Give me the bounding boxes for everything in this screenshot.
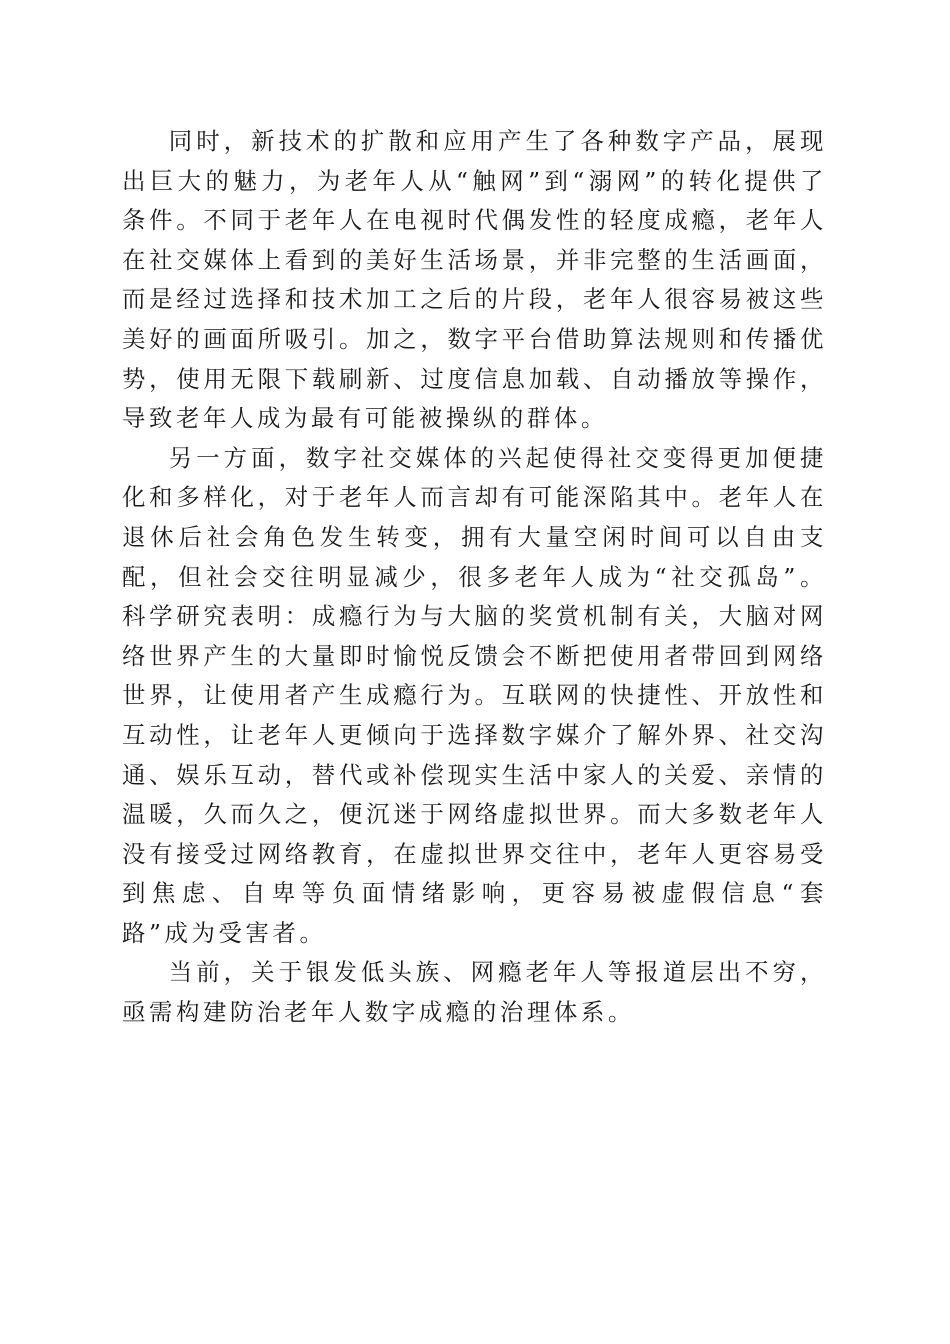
paragraph-tech-products: 同时，新技术的扩散和应用产生了各种数字产品，展现出巨大的魅力，为老年人从“触网”到“溺网”的转化提供了条件。不同于老年人在电视时代偶发性的轻度成瘾，老年人在社交媒体上看到的美好生活场景，并非完整的生活画面，而是经过选择和技术加工之后的片段，老年人很容易被这些美好的画面所吸引。加之，数字平台借助算法规则和传播优势，使用无限下载刷新、过度信息加载、自动播放等操作，导致老年人成为最有可能被操纵的群体。 (122, 127, 827, 433)
paragraph-social-media: 另一方面，数字社交媒体的兴起使得社交变得更加便捷化和多样化，对于老年人而言却有可能深陷其中。老年人在退休后社会角色发生转变，拥有大量空闲时间可以自由支配，但社会交往明显减少，很多老年人成为“社交孤岛”。科学研究表明：成瘾行为与大脑的奖赏机制有关，大脑对网络世界产生的大量即时愉悦反馈会不断把使用者带回到网络世界，让使用者产生成瘾行为。互联网的快捷性、开放性和互动性，让老年人更倾向于选择数字媒介了解外界、社交沟通、娱乐互动，替代或补偿现实生活中家人的关爱、亲情的温暖，久而久之，便沉迷于网络虚拟世界。而大多数老年人没有接受过网络教育，在虚拟世界交往中，老年人更容易受到焦虑、自卑等负面情绪影响，更容易被虚假信息“套路”成为受害者。 (122, 443, 827, 947)
document-page (122, 122, 827, 1033)
paragraph-governance: 当前，关于银发低头族、网瘾老年人等报道层出不穷，亟需构建防治老年人数字成瘾的治理体系。 (122, 958, 827, 1027)
